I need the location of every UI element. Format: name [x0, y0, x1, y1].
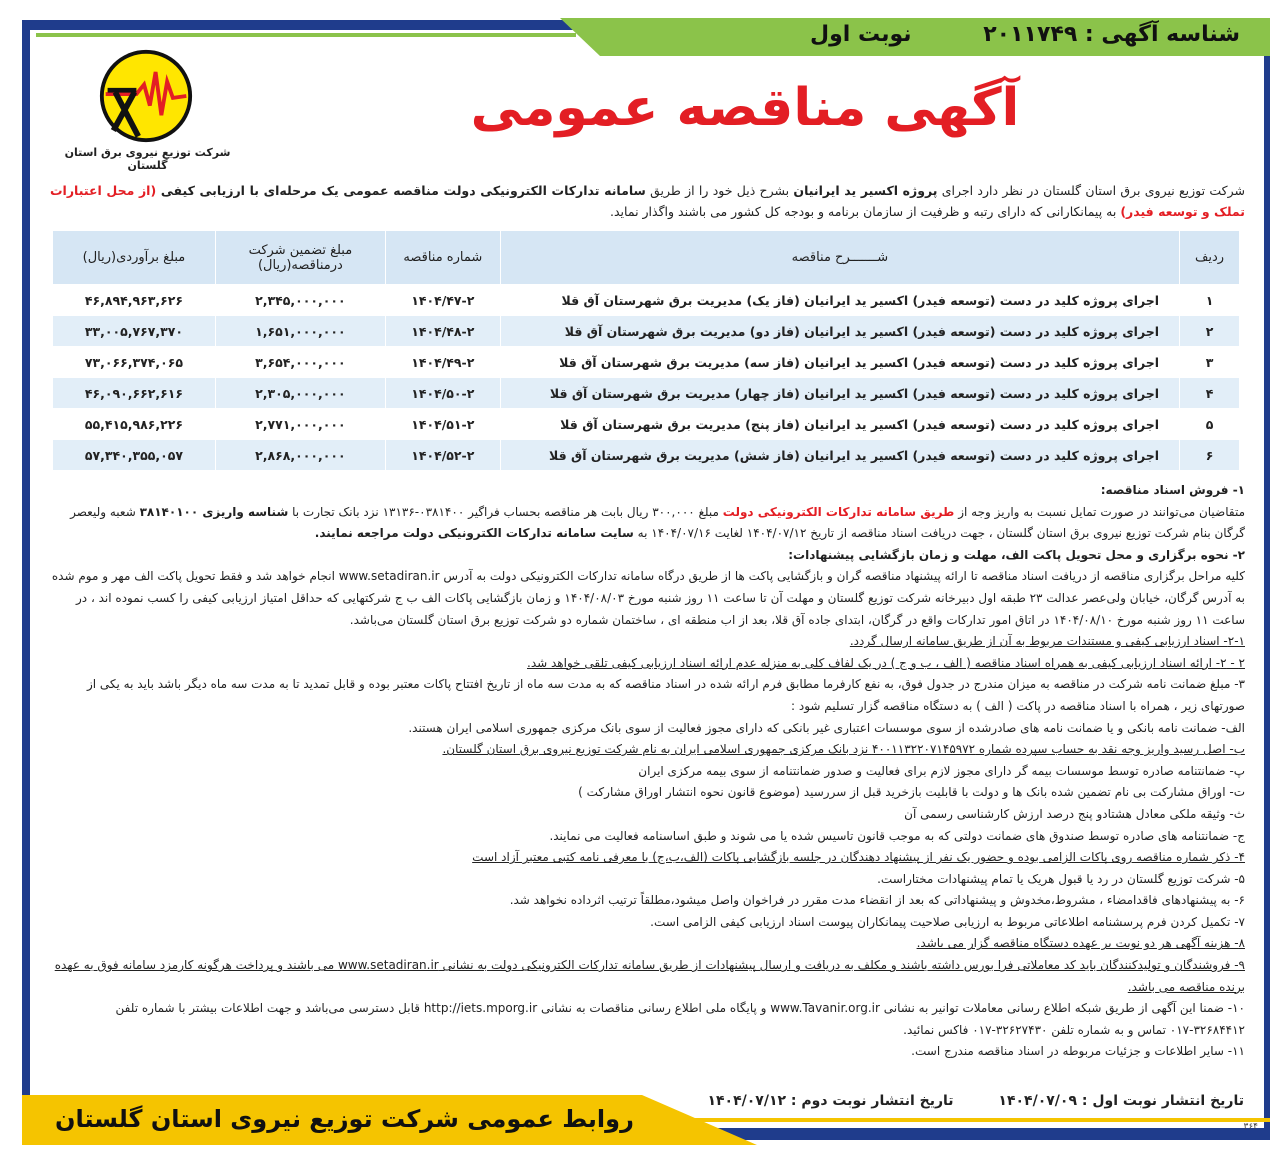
- right-border: [1264, 20, 1270, 1140]
- guarantee-amount: ۳,۶۵۴,۰۰۰,۰۰۰: [215, 347, 385, 378]
- table-row: [53, 316, 1240, 347]
- section-6: ۶- به پیشنهادهای فاقدامضاء ، مشروط،مخدوش و پیشنهاداتی که بعد از انقضاء مدت مقرر در فراخوان واصل میشود،مطلقاً ترتیب اثرداده نخواهد شد.: [509, 893, 1245, 908]
- col-estimate: مبلغ برآوردی(ریال): [53, 231, 216, 285]
- tender-number: ۱۴۰۴/۴۷-۲: [385, 285, 500, 316]
- text: سایت سامانه تدارکات الکترونیکی دولت مراجعه نمایند.: [314, 526, 634, 541]
- tender-number: ۱۴۰۴/۵۲-۲: [385, 440, 500, 471]
- setad-link[interactable]: طریق سامانه تدارکات الکترونیکی دولت: [722, 504, 955, 519]
- estimated-amount: ۳۳,۰۰۵,۷۶۷,۳۷۰: [53, 316, 216, 347]
- publication-turn: نوبت اول: [810, 22, 912, 47]
- section-10: ۱۰- ضمنا این آگهی از طریق شبکه اطلاع رسانی معاملات توانیر به نشانی www.Tavanir.org.ir و پایگاه ملی اطلاع رسانی مناقصات به نشانی http://iets.mporg.ir قابل دسترسی می‌باشد و جهت اطلاعات بیشتر با شماره تلفن ۳۲۶۸۴۴۱۲-۰۱۷ تماس و به شماره تلفن ۳۲۶۲۷۴۳۰-۰۱۷ فاکس نمائید.: [115, 1001, 1245, 1037]
- row-number: ۴: [1180, 378, 1240, 409]
- section-5: ۵- شرکت توزیع گلستان در رد یا قبول هریک یا تمام پیشنهادات مختاراست.: [877, 871, 1245, 886]
- tender-number: ۱۴۰۴/۵۰-۲: [385, 378, 500, 409]
- tender-number: ۱۴۰۴/۴۹-۲: [385, 347, 500, 378]
- col-guarantee: مبلغ تضمین شرکت درمناقصه(ریال): [215, 231, 385, 285]
- table-header: [53, 231, 1240, 285]
- col-number: شماره مناقصه: [385, 231, 500, 285]
- left-border: [22, 20, 30, 1140]
- project-name: پروژه اکسیر ید ایرانیان: [793, 183, 938, 198]
- tender-table: [52, 230, 1240, 471]
- row-number: ۳: [1180, 347, 1240, 378]
- row-number: ۲: [1180, 316, 1240, 347]
- section-title: ۲- نحوه برگزاری و محل تحویل پاکت الف، مهلت و زمان بازگشایی پیشنهادات:: [788, 547, 1245, 562]
- table-row: [53, 440, 1240, 471]
- row-description: اجرای پروژه کلید در دست (توسعه فیدر) اکسیر ید ایرانیان (فاز چهار) مدیریت برق شهرستان آق قلا: [500, 378, 1179, 409]
- table-row: [53, 347, 1240, 378]
- section-11: ۱۱- سایر اطلاعات و جزئیات مربوطه در اسناد مناقصه مندرج است.: [911, 1044, 1245, 1059]
- guarantee-pe: پ- ضمانتنامه صادره توسط موسسات بیمه گر دارای مجوز لازم برای فعالیت و صدور ضمانتنامه از سوی بیمه مرکزی ایران: [638, 763, 1245, 778]
- section-3: ۳- مبلغ ضمانت نامه شرکت در مناقصه به میزان مندرج در جدول فوق، به نفع کارفرما مطابق فرم ارائه شده در اسناد مناقصه که به مدت سه ماه از تاریخ افتتاح پاکات معتبر بوده و قابل تمدید تا به مدت سه ماه دیگر باشد باید به یکی از صورتهای زیر ، همراه با اسناد مناقصه در پاکت ( الف ) به دستگاه مناقصه گزار تسلیم شود :: [86, 677, 1245, 713]
- estimated-amount: ۴۶,۰۹۰,۶۶۲,۶۱۶: [53, 378, 216, 409]
- row-description: اجرای پروژه کلید در دست (توسعه فیدر) اکسیر ید ایرانیان (فاز یک) مدیریت برق شهرستان آق قلا: [500, 285, 1179, 316]
- second-publication-date: تاریخ انتشار نوبت دوم : ۱۴۰۴/۰۷/۱۲: [707, 1093, 954, 1109]
- guarantee-alef: الف- ضمانت نامه بانکی و یا ضمانت نامه های صادرشده از سوی موسسات اعتباری غیر بانکی که دارای مجوز فعالیت از سوی بانک مرکزی جمهوری اسلامی ایران هستند.: [408, 720, 1245, 735]
- section-8: ۸- هزینه آگهی هر دو نوبت بر عهده دستگاه مناقصه گزار می باشد.: [916, 936, 1245, 951]
- text: مبلغ ۳۰۰,۰۰۰ ریال بابت هر مناقصه بحساب فراگیر ۰۳۸۱۴۰۰-۱۳۱۳۶ نزد بانک تجارت با: [288, 504, 723, 519]
- guarantee-te: ت- اوراق مشارکت بی نام تضمین شده بانک ها و دولت با قابلیت بازخرید قبل از سررسید (موضوع قانون نحوه انتشار اوراق مشارکت ): [578, 785, 1245, 800]
- table-row: [53, 409, 1240, 440]
- row-description: اجرای پروژه کلید در دست (توسعه فیدر) اکسیر ید ایرانیان (فاز دو) مدیریت برق شهرستان آق قلا: [500, 316, 1179, 347]
- logo-caption: شرکت توزیع نیروی برق استان گلستان: [64, 146, 231, 172]
- text: شعبه ولیعصر گرگان بنام شرکت توزیع نیروی برق استان گلستان ، جهت دریافت اسناد مناقصه از تاریخ ۱۴۰۴/۰۷/۱۲ لغایت ۱۴۰۴/۰۷/۱۶ به: [70, 504, 1245, 541]
- estimated-amount: ۷۳,۰۶۶,۳۷۴,۰۶۵: [53, 347, 216, 378]
- guarantee-jim: ج- ضمانتنامه های صادره توسط صندوق های ضمانت دولتی که به موجب قانون تاسیس شده یا می شوند و طبق اساسنامه فعالیت می نمایند.: [549, 828, 1245, 843]
- footer-title: روابط عمومی شرکت توزیع نیروی استان گلستان: [55, 1105, 634, 1133]
- text: متقاضیان می‌توانند در صورت تمایل نسبت به واریز وجه از: [954, 504, 1245, 519]
- table-row: [53, 378, 1240, 409]
- row-description: اجرای پروژه کلید در دست (توسعه فیدر) اکسیر ید ایرانیان (فاز سه) مدیریت برق شهرستان آق قلا: [500, 347, 1179, 378]
- intro-text: به پیمانکارانی که دارای رتبه و ظرفیت از سازمان برنامه و بودجه کل کشور می باشند واگذار نماید.: [610, 204, 1121, 219]
- col-description: شـــــــرح مناقصه: [500, 231, 1179, 285]
- section-2-2: ۲ - ۲- ارائه اسناد ارزیابی کیفی به همراه اسناد مناقصه ( الف ، ب و ج ) در یک لفاف کلی به منزله عدم ارائه اسناد ارزیابی کیفی تلقی خواهد شد.: [527, 655, 1245, 670]
- section-title: ۱- فروش اسناد مناقصه:: [1100, 483, 1245, 497]
- intro-paragraph: [50, 180, 1245, 222]
- section-2-text: کلیه مراحل برگزاری مناقصه از دریافت اسناد مناقصه تا ارائه پیشنهاد مناقصه گران و بازگشایی پاکت ها از طریق درگاه سامانه تدارکات الکترونیکی دولت به آدرس www.setadiran.ir انجام خواهد شد و فقط تحویل پاکت الف مهر و موم شده به آدرس گرگان، خیابان ولی‌عصر عدالت ۲۳ طبقه اول دبیرخانه شرکت توزیع گلستان و مهلت آن تا ساعت ۱۱ روز شنبه مورخ ۱۴۰۴/۰۸/۰۳ و زمان بازگشایی پاکات الف ب ج شرکتهایی که حداقل امتیاز ارزیابی کیفی را کسب نموده اند ، در ساعت ۱۱ روز شنبه مورخ ۱۴۰۴/۰۸/۱۰ در اتاق امور تدارکات واقع در گرگان، ابتدای جاده آق قلا، بعد از اب منطقه ای ، ساختمان شماره دو شرکت توزیع برق استان گلستان می‌باشد.: [51, 569, 1245, 627]
- estimated-amount: ۵۷,۳۴۰,۳۵۵,۰۵۷: [53, 440, 216, 471]
- guarantee-amount: ۲,۳۰۵,۰۰۰,۰۰۰: [215, 378, 385, 409]
- payment-id: شناسه واریزی ۳۸۱۴۰۱۰۰: [139, 504, 289, 519]
- section-9: ۹- فروشندگان و تولیدکنندگان باید کد معاملاتی فرا بورس داشته باشند و مکلف به دریافت و ارسال پیشنهادات از طریق سامانه تدارکات الکترونیکی دولت به نشانی www.setadiran.ir می باشند و پرداخت هرگونه کارمزد سامانه فوق به عهده برنده مناقصه می باشد.: [54, 958, 1245, 994]
- estimated-amount: ۵۵,۴۱۵,۹۸۶,۲۲۶: [53, 409, 216, 440]
- page-title: آگهی مناقصه عمومی: [470, 78, 1020, 138]
- top-green-line: [36, 33, 576, 37]
- tender-type: سامانه تدارکات الکترونیکی دولت مناقصه عمومی یک مرحله‌ای با ارزیابی کیفی: [160, 183, 646, 198]
- conditions: [50, 480, 1245, 1063]
- ad-id: شناسه آگهی : ۲۰۱۱۷۴۹: [983, 22, 1240, 47]
- row-description: اجرای پروژه کلید در دست (توسعه فیدر) اکسیر ید ایرانیان (فاز پنج) مدیریت برق شهرستان آق قلا: [500, 409, 1179, 440]
- table-row: [53, 285, 1240, 316]
- first-publication-date: تاریخ انتشار نوبت اول : ۱۴۰۴/۰۷/۰۹: [998, 1093, 1244, 1109]
- guarantee-se: ث- وثیقه ملکی معادل هشتادو پنج درصد ارزش کارشناسی رسمی آن: [904, 806, 1245, 821]
- guarantee-amount: ۱,۶۵۱,۰۰۰,۰۰۰: [215, 316, 385, 347]
- row-description: اجرای پروژه کلید در دست (توسعه فیدر) اکسیر ید ایرانیان (فاز شش) مدیریت برق شهرستان آق قلا: [500, 440, 1179, 471]
- intro-text: بشرح ذیل خود را از طریق: [645, 183, 794, 198]
- guarantee-be: ب- اصل رسید واریز وجه نقد به حساب سپرده شماره ۴۰۰۱۱۳۲۲۰۷۱۴۵۹۷۲ نزد بانک مرکزی جمهوری اسلامی ایران به نام شرکت توزیع نیروی برق استان گلستان.: [442, 742, 1245, 757]
- tender-number: ۱۴۰۴/۴۸-۲: [385, 316, 500, 347]
- funding-source: (از محل اعتبارات تملک و توسعه فیدر): [50, 183, 1245, 219]
- top-blue-bar: [30, 20, 590, 30]
- intro-text: شرکت توزیع نیروی برق استان گلستان در نظر دارد اجرای: [937, 183, 1245, 198]
- section-4: ۴- ذکر شماره مناقصه روی پاکات الزامی بوده و حضور یک نفر از پیشنهاد دهندگان در جلسه بازگشایی پاکات (الف،ب،ج) با معرفی نامه کتبی معتبر آزاد است: [472, 850, 1245, 865]
- guarantee-amount: ۲,۷۷۱,۰۰۰,۰۰۰: [215, 409, 385, 440]
- guarantee-amount: ۲,۳۴۵,۰۰۰,۰۰۰: [215, 285, 385, 316]
- section-7: ۷- تکمیل کردن فرم پرسشنامه اطلاعاتی مربوط به ارزیابی صلاحیت پیمانکاران پیوست اسناد ارزیابی کیفی الزامی است.: [650, 914, 1245, 929]
- publication-dates: [667, 1093, 1244, 1109]
- guarantee-amount: ۲,۸۶۸,۰۰۰,۰۰۰: [215, 440, 385, 471]
- estimated-amount: ۴۶,۸۹۴,۹۶۳,۶۲۶: [53, 285, 216, 316]
- page-number: ۳۶۴: [1243, 1122, 1258, 1132]
- row-number: ۶: [1180, 440, 1240, 471]
- section-2-1: ۲-۱- اسناد ارزیابی کیفی و مستندات مربوط به آن از طریق سامانه ارسال گردد.: [849, 634, 1245, 649]
- tender-number: ۱۴۰۴/۵۱-۲: [385, 409, 500, 440]
- company-logo-icon: [98, 48, 194, 144]
- col-row: ردیف: [1180, 231, 1240, 285]
- footer-blue-bar: [700, 1128, 1270, 1140]
- row-number: ۱: [1180, 285, 1240, 316]
- row-number: ۵: [1180, 409, 1240, 440]
